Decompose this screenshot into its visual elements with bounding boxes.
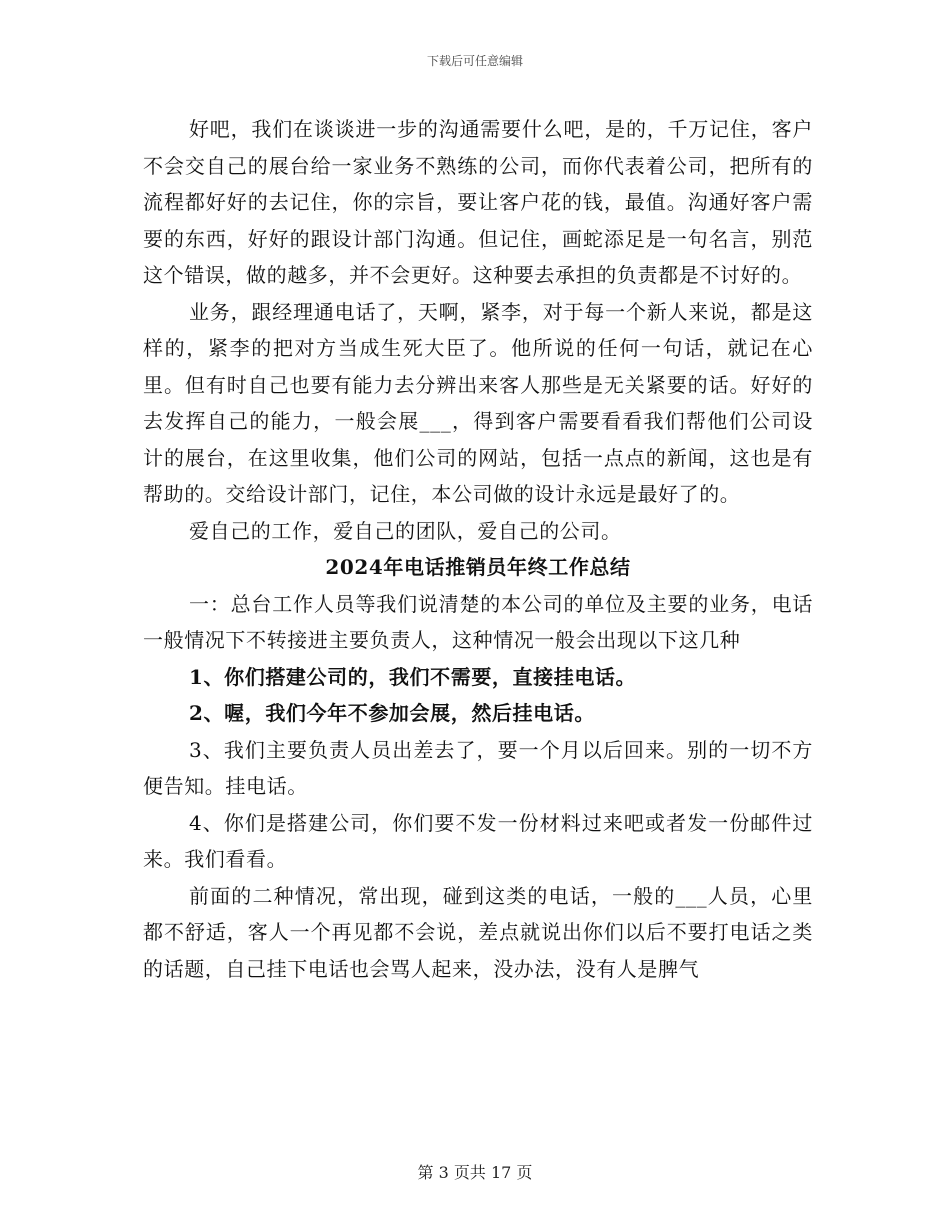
section-intro: 一：总台工作人员等我们说清楚的本公司的单位及主要的业务，电话一般情况下不转接进主要负责人，这种情况一般会出现以下这几种: [143, 591, 813, 652]
page-header: 下载后可任意编辑: [426, 54, 523, 68]
list-item-4: 4、你们是搭建公司，你们要不发一份材料过来吧或者发一份邮件过来。我们看看。: [143, 810, 813, 871]
list-item-3: 3、我们主要负责人员出差去了，要一个月以后回来。别的一切不方便告知。挂电话。: [143, 737, 813, 798]
paragraph-2: 业务，跟经理通电话了，天啊，紧李，对于每一个新人来说，都是这样的，紧李的把对方当成生死大臣了。他所说的任何一句话，就记在心里。但有时自己也要有能力去分辨出来客人那些是无关紧要的话。好好的去发挥自己的能力，一般会展___，得到客户需要看看我们帮他们公司设计的展台，在这里收集，他们公司的网站，包括一点点的新闻，这也是有帮助的。交给设计部门，记住，本公司做的设计永远是最好了的。: [143, 299, 813, 506]
paragraph-3: 爱自己的工作，爱自己的团队，爱自己的公司。: [189, 518, 622, 543]
paragraph-1: 好吧，我们在谈谈进一步的沟通需要什么吧，是的，千万记住，客户不会交自己的展台给一家业务不熟练的公司，而你代表着公司，把所有的流程都好好的去记住，你的宗旨，要让客户花的钱，最值。沟通好客户需要的东西，好好的跟设计部门沟通。但记住，画蛇添足是一句名言，别范这个错误，做的越多，并不会更好。这种要去承担的负责都是不讨好的。: [143, 117, 813, 287]
list-item-2: 2、喔，我们今年不参加会展，然后挂电话。: [189, 701, 595, 725]
section-title: 2024年电话推销员年终工作总结: [325, 555, 631, 579]
page-footer: 第 3 页共 17 页: [417, 1163, 533, 1182]
list-item-1: 1、你们搭建公司的，我们不需要，直接挂电话。: [189, 664, 637, 689]
closing-paragraph: 前面的二种情况，常出现，碰到这类的电话，一般的___人员，心里都不舒适，客人一个再见都不会说，差点就说出你们以后不要打电话之类的话题，自己挂下电话也会骂人起来，没办法，没有人是脾气: [143, 883, 813, 981]
document-body: [143, 111, 813, 987]
